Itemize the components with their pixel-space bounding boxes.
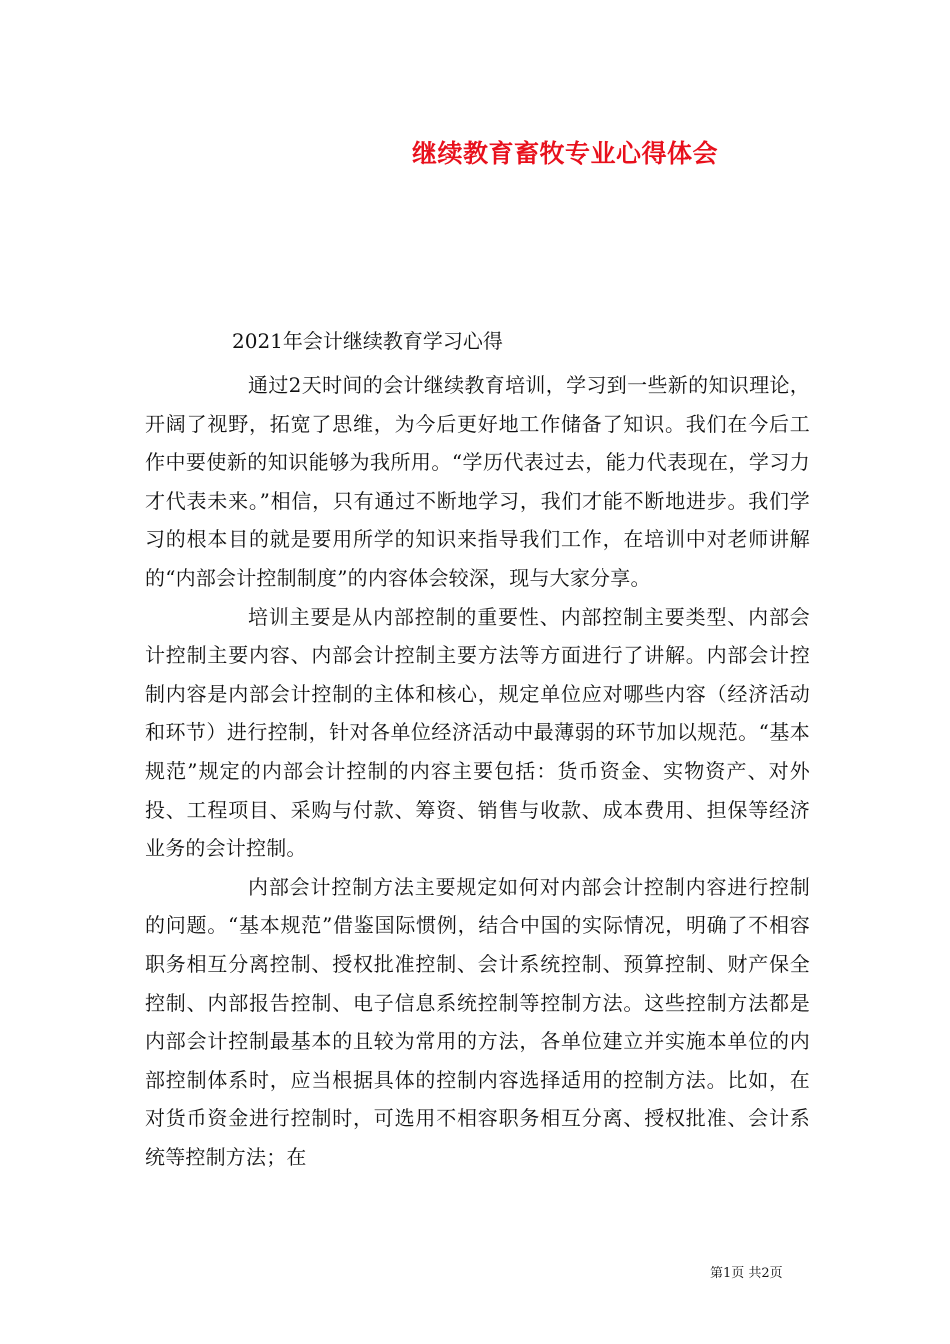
paragraph: 培训主要是从内部控制的重要性、内部控制主要类型、内部会计控制主要内容、内部会计控制主要方法等方面进行了讲解。内部会计控制内容是内部会计控制的主体和核心，规定单位应对哪些内容（经济活动和环节）进行控制，针对各单位经济活动中最薄弱的环节加以规范。“基本规范”规定的内部会计控制的内容主要包括：货币资金、实物资产、对外投、工程项目、采购与付款、筹资、销售与收款、成本费用、担保等经济业务的会计控制。 <box>145 604 810 861</box>
document-subtitle: 2021年会计继续教育学习心得 <box>232 329 503 353</box>
paragraph: 内部会计控制方法主要规定如何对内部会计控制内容进行控制的问题。“基本规范”借鉴国际惯例，结合中国的实际情况，明确了不相容职务相互分离控制、授权批准控制、会计系统控制、预算控制、财产保全控制、内部报告控制、电子信息系统控制等控制方法。这些控制方法都是内部会计控制最基本的且较为常用的方法，各单位建立并实施本单位的内部控制体系时，应当根据具体的控制内容选择适用的控制方法。比如，在对货币资金进行控制时，可选用不相容职务相互分离、授权批准、会计系统等控制方法；在 <box>145 874 810 1169</box>
paragraph: 通过2天时间的会计继续教育培训，学习到一些新的知识理论，开阔了视野，拓宽了思维，为今后更好地工作储备了知识。我们在今后工作中要使新的知识能够为我所用。“学历代表过去，能力代表现在，学习力才代表未来。”相信，只有通过不断地学习，我们才能不断地进步。我们学习的根本目的就是要用所学的知识来指导我们工作，在培训中对老师讲解的“内部会计控制制度”的内容体会较深，现与大家分享。 <box>145 373 810 590</box>
document-title: 继续教育畜牧专业心得体会 <box>412 139 719 168</box>
page-number-footer: 第1页 共2页 <box>710 1266 783 1281</box>
document-body <box>145 366 810 1176</box>
